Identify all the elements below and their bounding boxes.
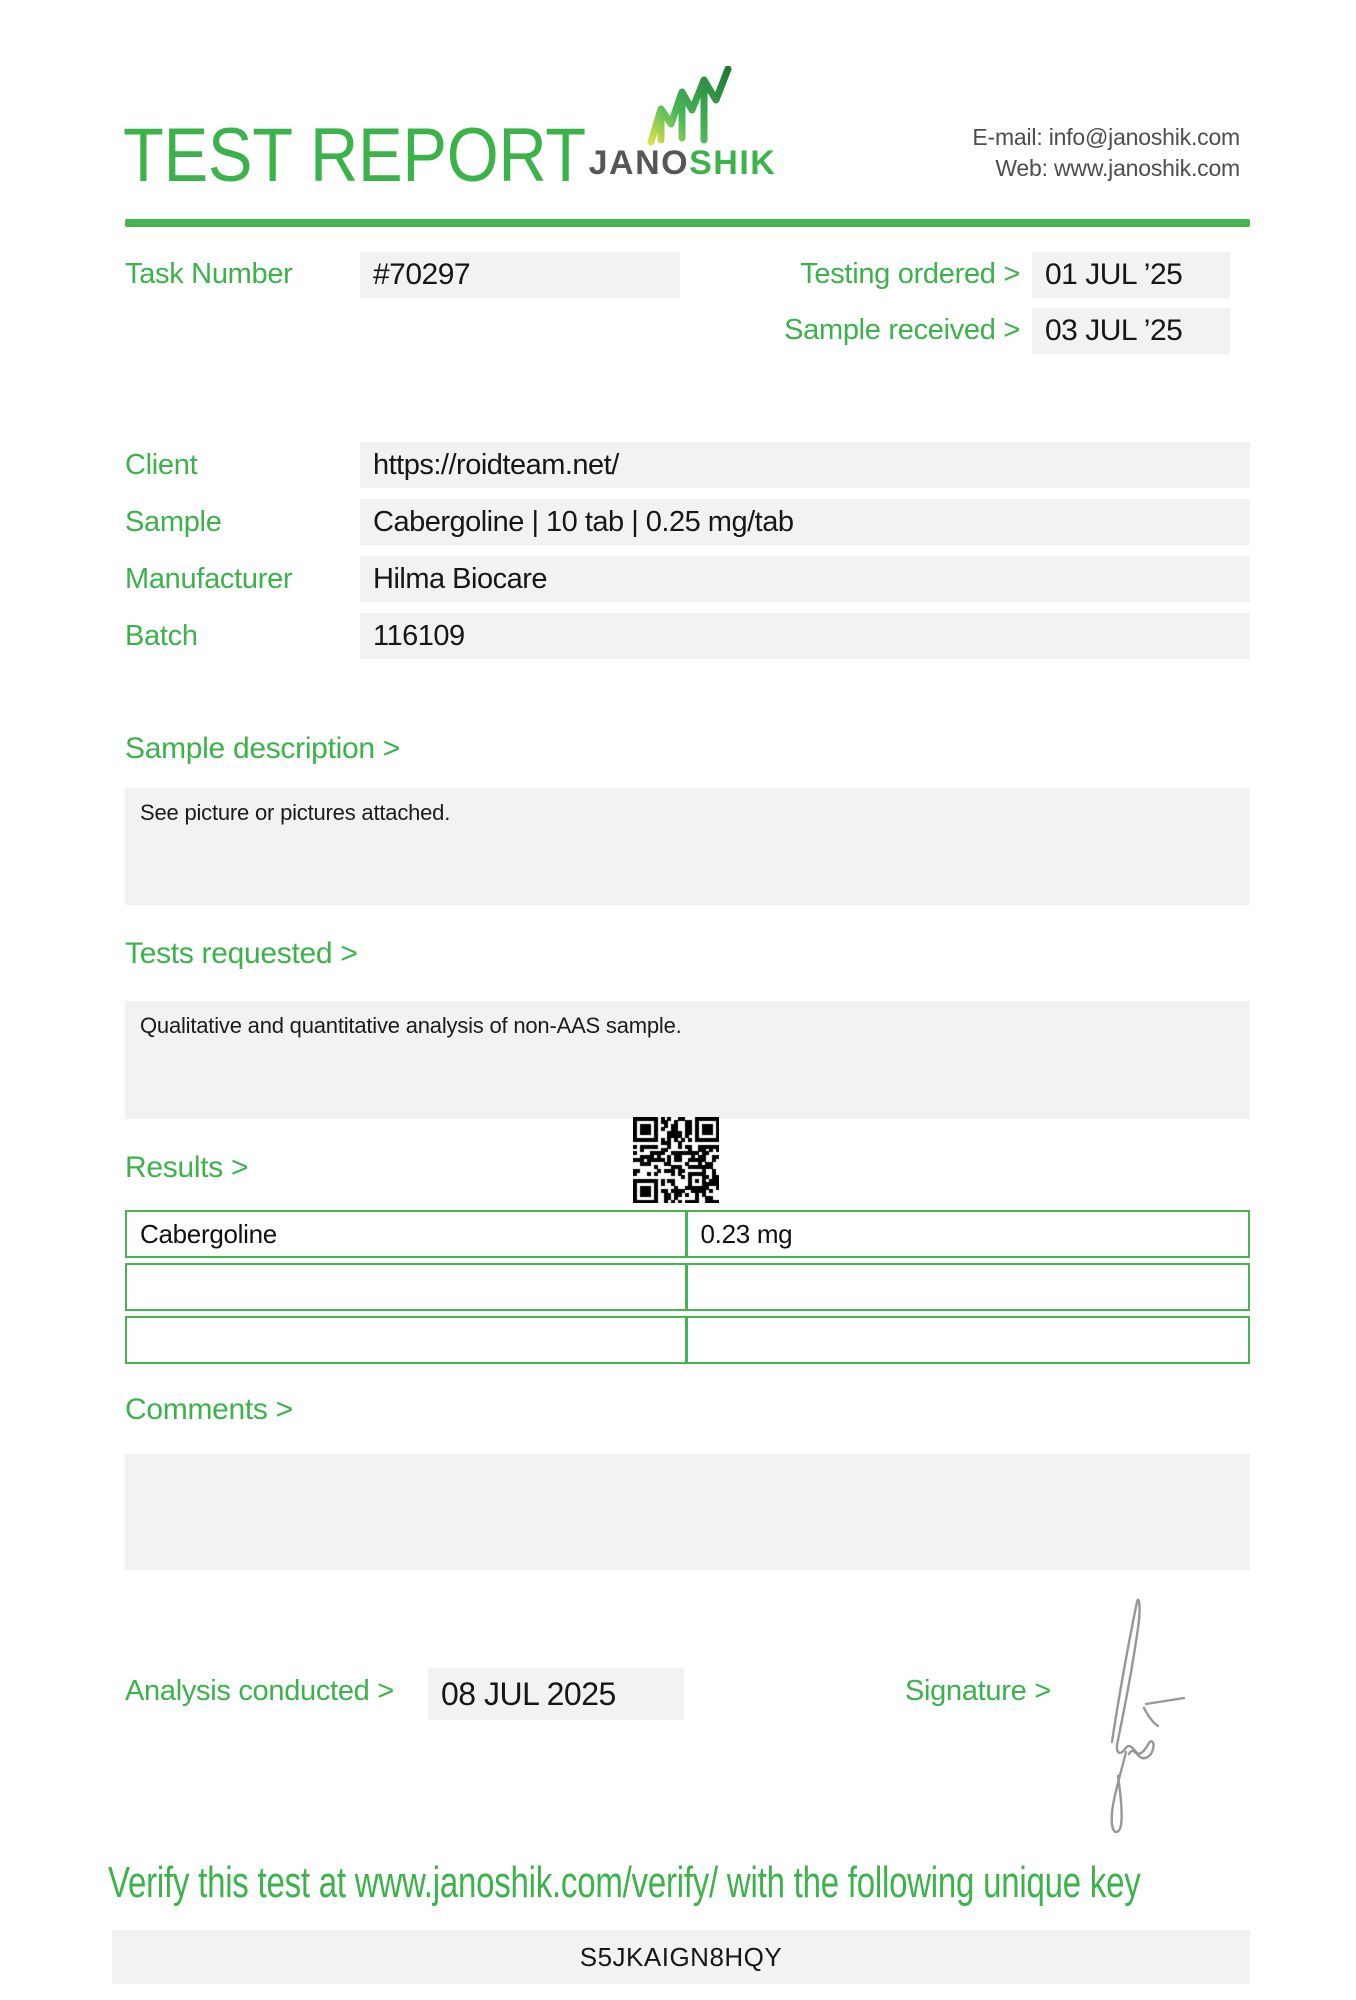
result-substance-cell: Cabergoline (127, 1212, 688, 1256)
tests-requested-heading: Tests requested > (125, 937, 358, 970)
signature-image (1088, 1592, 1203, 1842)
web-label: Web: (995, 155, 1048, 181)
result-amount-cell: 0.23 mg (700, 1218, 793, 1249)
analysis-conducted-label: Analysis conducted > (125, 1675, 394, 1707)
testing-ordered-value: 01 JUL ’25 (1032, 252, 1230, 298)
result-amount-cell (688, 1265, 1249, 1309)
signature-label: Signature > (905, 1675, 1051, 1707)
tests-requested-box: Qualitative and quantitative analysis of non-AAS sample. (125, 1001, 1250, 1119)
testing-ordered-label: Testing ordered > (800, 258, 1020, 290)
comments-heading: Comments > (125, 1393, 293, 1426)
batch-value: 116109 (360, 613, 1250, 659)
contact-email-line (972, 122, 1240, 153)
table-row (125, 1316, 1250, 1364)
result-amount-cell (688, 1318, 1249, 1362)
task-number-value: #70297 (360, 252, 680, 298)
table-row (125, 1263, 1250, 1311)
client-label: Client (125, 449, 198, 481)
manufacturer-label: Manufacturer (125, 563, 293, 595)
email-value: info@janoshik.com (1048, 124, 1240, 150)
sample-description-box: See picture or pictures attached. (125, 788, 1250, 905)
page-title: TEST REPORT (123, 113, 586, 198)
result-substance-cell (127, 1318, 688, 1362)
janoshik-logo-icon (644, 66, 736, 148)
task-number-label: Task Number (125, 258, 293, 290)
sample-received-value: 03 JUL ’25 (1032, 308, 1230, 354)
verify-instruction: Verify this test at www.janoshik.com/verify/ with the following unique key (108, 1858, 1141, 1907)
sample-value: Cabergoline | 10 tab | 0.25 mg/tab (360, 499, 1250, 545)
result-substance-cell (127, 1265, 688, 1309)
web-value: www.janoshik.com (1054, 155, 1240, 181)
wordmark-green-part: SHIK (689, 144, 777, 182)
contact-web-line (972, 153, 1240, 184)
results-table (125, 1210, 1250, 1369)
qr-code (633, 1117, 719, 1203)
comments-box (125, 1454, 1250, 1570)
sample-label: Sample (125, 506, 222, 538)
sample-received-label: Sample received > (784, 314, 1020, 346)
sample-description-heading: Sample description > (125, 732, 400, 765)
client-value: https://roidteam.net/ (360, 442, 1250, 488)
contact-block (972, 122, 1240, 184)
analysis-conducted-value: 08 JUL 2025 (428, 1668, 684, 1720)
batch-label: Batch (125, 620, 198, 652)
manufacturer-value: Hilma Biocare (360, 556, 1250, 602)
verify-key-value: S5JKAIGN8HQY (112, 1930, 1250, 1984)
wordmark-dark-part: JANO (588, 144, 690, 182)
table-row (125, 1210, 1250, 1258)
results-heading: Results > (125, 1151, 249, 1184)
header-divider (125, 219, 1250, 227)
janoshik-wordmark (575, 144, 790, 183)
email-label: E-mail: (972, 124, 1043, 150)
